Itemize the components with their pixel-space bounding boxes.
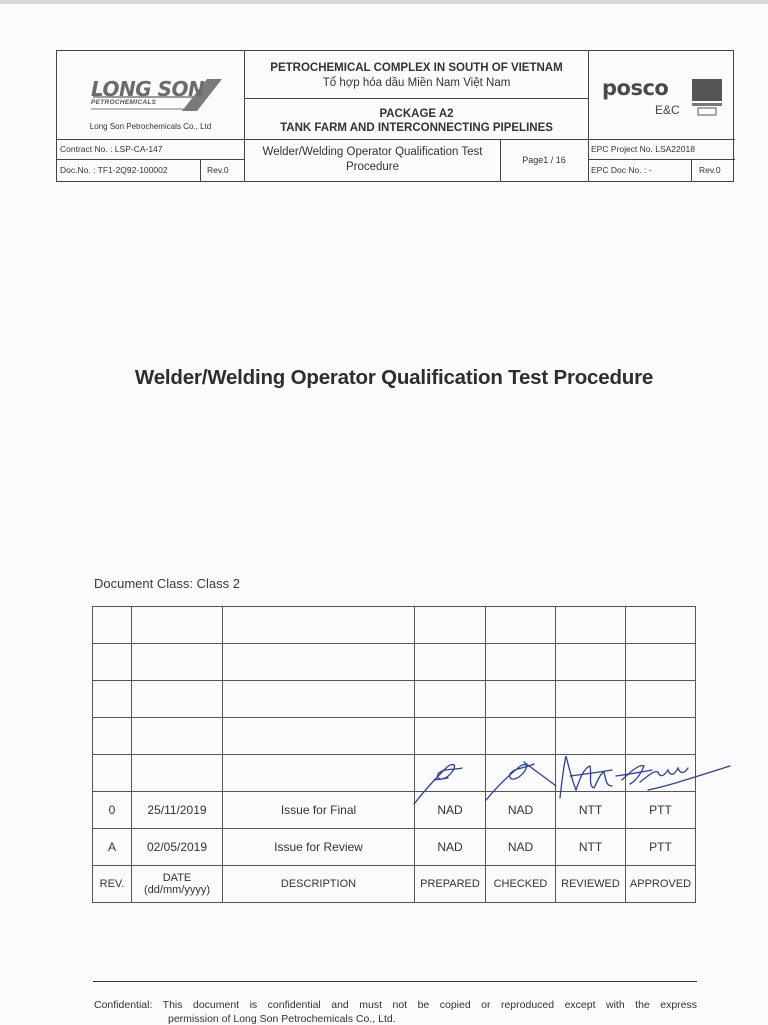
table-header-row xyxy=(93,866,696,903)
header-date xyxy=(132,866,223,903)
document-title-line1: Welder/Welding Operator Qualification Test xyxy=(262,146,483,158)
header-reviewed: REVIEWED xyxy=(556,866,626,903)
revision-table xyxy=(92,606,696,903)
prepared-cell: NAD xyxy=(415,829,486,866)
table-row-empty xyxy=(93,644,696,681)
long-son-logo xyxy=(57,51,244,139)
confidential-notice: Confidential: This document is confidential and must not be copied or reproduced except with the express xyxy=(94,999,697,1011)
doc-number: Doc.No. : TF1-2Q92-100002 xyxy=(60,165,168,175)
page-top-edge xyxy=(0,0,768,4)
rev-cell: A xyxy=(93,829,132,866)
approved-cell: PTT xyxy=(626,829,696,866)
company-name: Long Son Petrochemicals Co., Ltd xyxy=(89,122,212,131)
prepared-cell: NAD xyxy=(415,792,486,829)
reviewed-cell: NTT xyxy=(556,792,626,829)
table-row-empty xyxy=(93,681,696,718)
header-rev: REV. xyxy=(93,866,132,903)
project-title-vi: Tổ hợp hóa dầu Miền Nam Việt Nam xyxy=(322,77,511,89)
contract-number: Contract No. : LSP-CA-147 xyxy=(60,144,163,154)
epc-project-number: EPC Project No. LSA22018 xyxy=(591,144,695,154)
document-title-line2: Procedure xyxy=(345,161,400,173)
header-checked: CHECKED xyxy=(486,866,556,903)
table-row-empty xyxy=(93,607,696,644)
package-subtitle: TANK FARM AND INTERCONNECTING PIPELINES xyxy=(280,122,553,134)
approved-cell: PTT xyxy=(626,792,696,829)
header-date-label: DATE xyxy=(162,872,192,884)
footer-divider xyxy=(93,981,697,982)
table-row xyxy=(93,792,696,829)
divider xyxy=(57,159,244,160)
divider xyxy=(691,159,692,181)
table-row xyxy=(93,829,696,866)
header-approved: APPROVED xyxy=(626,866,696,903)
header-description: DESCRIPTION xyxy=(223,866,415,903)
posco-logo-text: posco xyxy=(602,76,669,100)
divider xyxy=(588,51,589,181)
reviewed-cell: NTT xyxy=(556,829,626,866)
date-cell: 02/05/2019 xyxy=(132,829,223,866)
table-row-empty xyxy=(93,718,696,755)
date-cell: 25/11/2019 xyxy=(132,792,223,829)
checked-cell: NAD xyxy=(486,792,556,829)
divider xyxy=(57,139,735,140)
package-title: PACKAGE A2 xyxy=(379,108,454,120)
epc-revision: Rev.0 xyxy=(699,165,721,175)
page-title: Welder/Welding Operator Qualification Test Procedure xyxy=(134,366,654,389)
confidential-notice-line2: permission of Long Son Petrochemicals Co., Ltd. xyxy=(168,1013,396,1025)
document-title-cell xyxy=(245,145,500,175)
page-number: Page1 / 16 xyxy=(522,155,566,165)
rev-cell: 0 xyxy=(93,792,132,829)
document-class: Document Class: Class 2 xyxy=(94,576,240,591)
checked-cell: NAD xyxy=(486,829,556,866)
description-cell: Issue for Final xyxy=(223,792,415,829)
divider xyxy=(200,159,201,181)
posco-logo-subtext: E&C xyxy=(655,103,680,117)
long-son-logo-subtext: PETROCHEMICALS xyxy=(91,99,157,106)
document-header xyxy=(56,50,734,182)
header-prepared: PREPARED xyxy=(415,866,486,903)
project-title-en: PETROCHEMICAL COMPLEX IN SOUTH OF VIETNAM xyxy=(270,62,563,74)
divider xyxy=(245,98,588,99)
table-row-signatures xyxy=(93,755,696,792)
long-son-logo-text: LONG SON xyxy=(91,77,205,101)
divider xyxy=(588,159,735,160)
posco-badge-icon xyxy=(692,79,722,117)
epc-doc-number: EPC Doc No. : - xyxy=(591,165,652,175)
description-cell: Issue for Review xyxy=(223,829,415,866)
doc-revision: Rev.0 xyxy=(207,165,229,175)
header-date-format: (dd/mm/yyyy) xyxy=(144,884,210,896)
